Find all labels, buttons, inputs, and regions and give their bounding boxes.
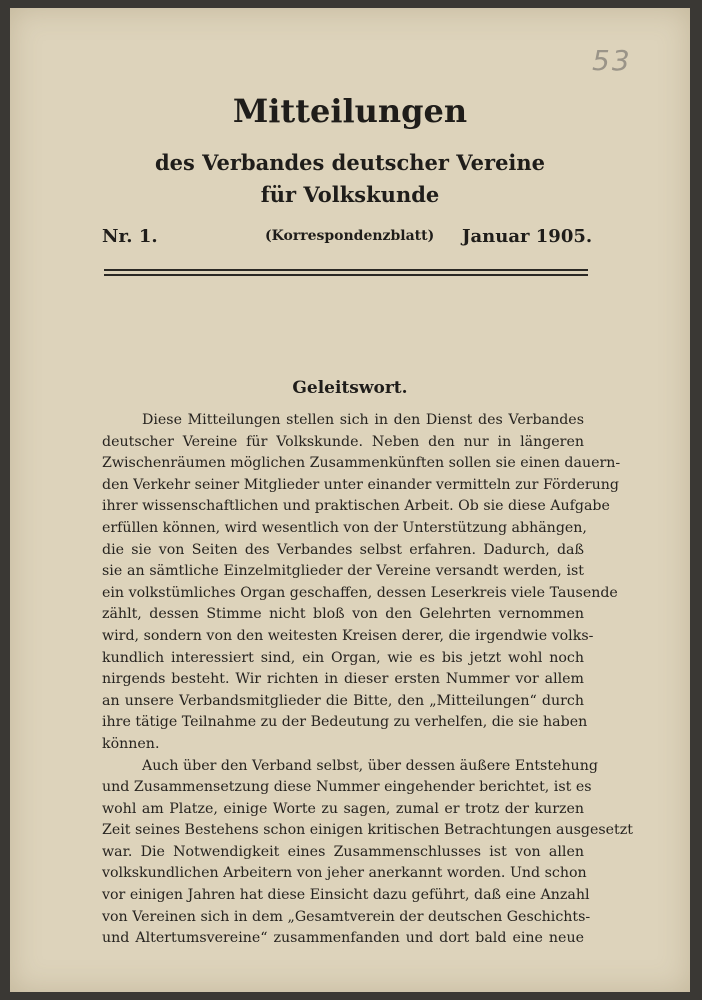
- body-line: kundlich interessiert sind, ein Organ, wie es bis jetzt wohl noch: [102, 649, 584, 666]
- article-heading: Geleitswort.: [292, 378, 408, 398]
- body-line: wird, sondern von den weitesten Kreisen derer, die irgendwie volks-: [102, 627, 594, 644]
- body-line: nirgends besteht. Wir richten in dieser ersten Nummer vor allem: [102, 671, 584, 688]
- body-line: volkskundlichen Arbeitern von jeher anerkannt worden. Und schon: [102, 865, 587, 882]
- issue-date: Januar 1905.: [462, 226, 593, 247]
- body-line: können.: [102, 735, 160, 752]
- issue-number: Nr. 1.: [102, 226, 158, 247]
- body-line: Diese Mitteilungen stellen sich in den Dienst des Verbandes: [142, 412, 584, 428]
- journal-title: Mitteilungen: [232, 92, 468, 130]
- body-line: Auch über den Verband selbst, über dessen äußere Entstehung: [142, 757, 598, 774]
- body-line: den Verkehr seiner Mitglieder unter einander vermitteln zur Förderung: [102, 476, 619, 493]
- header-rule-top: [104, 269, 588, 271]
- body-line: an unsere Verbandsmitglieder die Bitte, den „Mitteilungen“ durch: [102, 692, 584, 709]
- body-line: sie an sämtliche Einzelmitglieder der Vereine versandt werden, ist: [102, 563, 584, 580]
- body-line: erfüllen können, wird wesentlich von der Unterstützung abhängen,: [102, 519, 587, 536]
- body-line: Zwischenräumen möglichen Zusammenkünften sollen sie einen dauern-: [102, 455, 621, 472]
- body-line: zählt, dessen Stimme nicht bloß von den Gelehrten vernommen: [102, 606, 584, 623]
- body-line: und Altertumsvereine“ zusammenfanden und dort bald eine neue: [102, 930, 584, 947]
- body-line: Zeit seines Bestehens schon einigen kritischen Betrachtungen ausgesetzt: [102, 822, 633, 839]
- journal-subtitle-line1: des Verbandes deutscher Vereine: [154, 150, 546, 175]
- body-line: ihrer wissenschaftlichen und praktischen Arbeit. Ob sie diese Aufgabe: [102, 498, 610, 515]
- article-body: [102, 410, 633, 950]
- body-line: war. Die Notwendigkeit eines Zusammenschlusses ist von allen: [102, 843, 584, 860]
- body-line: und Zusammensetzung diese Nummer eingehender berichtet, ist es: [102, 779, 592, 796]
- body-line: ihre tätige Teilnahme zu der Bedeutung zu verhelfen, die sie haben: [102, 714, 588, 731]
- body-line: von Vereinen sich in dem „Gesamtverein der deutschen Geschichts-: [102, 908, 591, 925]
- body-line: deutscher Vereine für Volkskunde. Neben den nur in längeren: [102, 433, 584, 450]
- body-line: vor einigen Jahren hat diese Einsicht dazu geführt, daß eine Anzahl: [102, 887, 590, 904]
- body-line: die sie von Seiten des Verbandes selbst erfahren. Dadurch, daß: [102, 541, 584, 558]
- body-line: wohl am Platze, einige Worte zu sagen, zumal er trotz der kurzen: [102, 800, 584, 817]
- korrespondenzblatt-label: (Korrespondenzblatt): [265, 228, 435, 244]
- header-rule-bottom: [104, 274, 588, 276]
- pencil-page-number: 53: [592, 44, 632, 77]
- body-line: ein volkstümliches Organ geschaffen, dessen Leserkreis viele Tausende: [102, 584, 618, 601]
- document-page: [10, 8, 690, 992]
- journal-subtitle-line2: für Volkskunde: [260, 182, 440, 207]
